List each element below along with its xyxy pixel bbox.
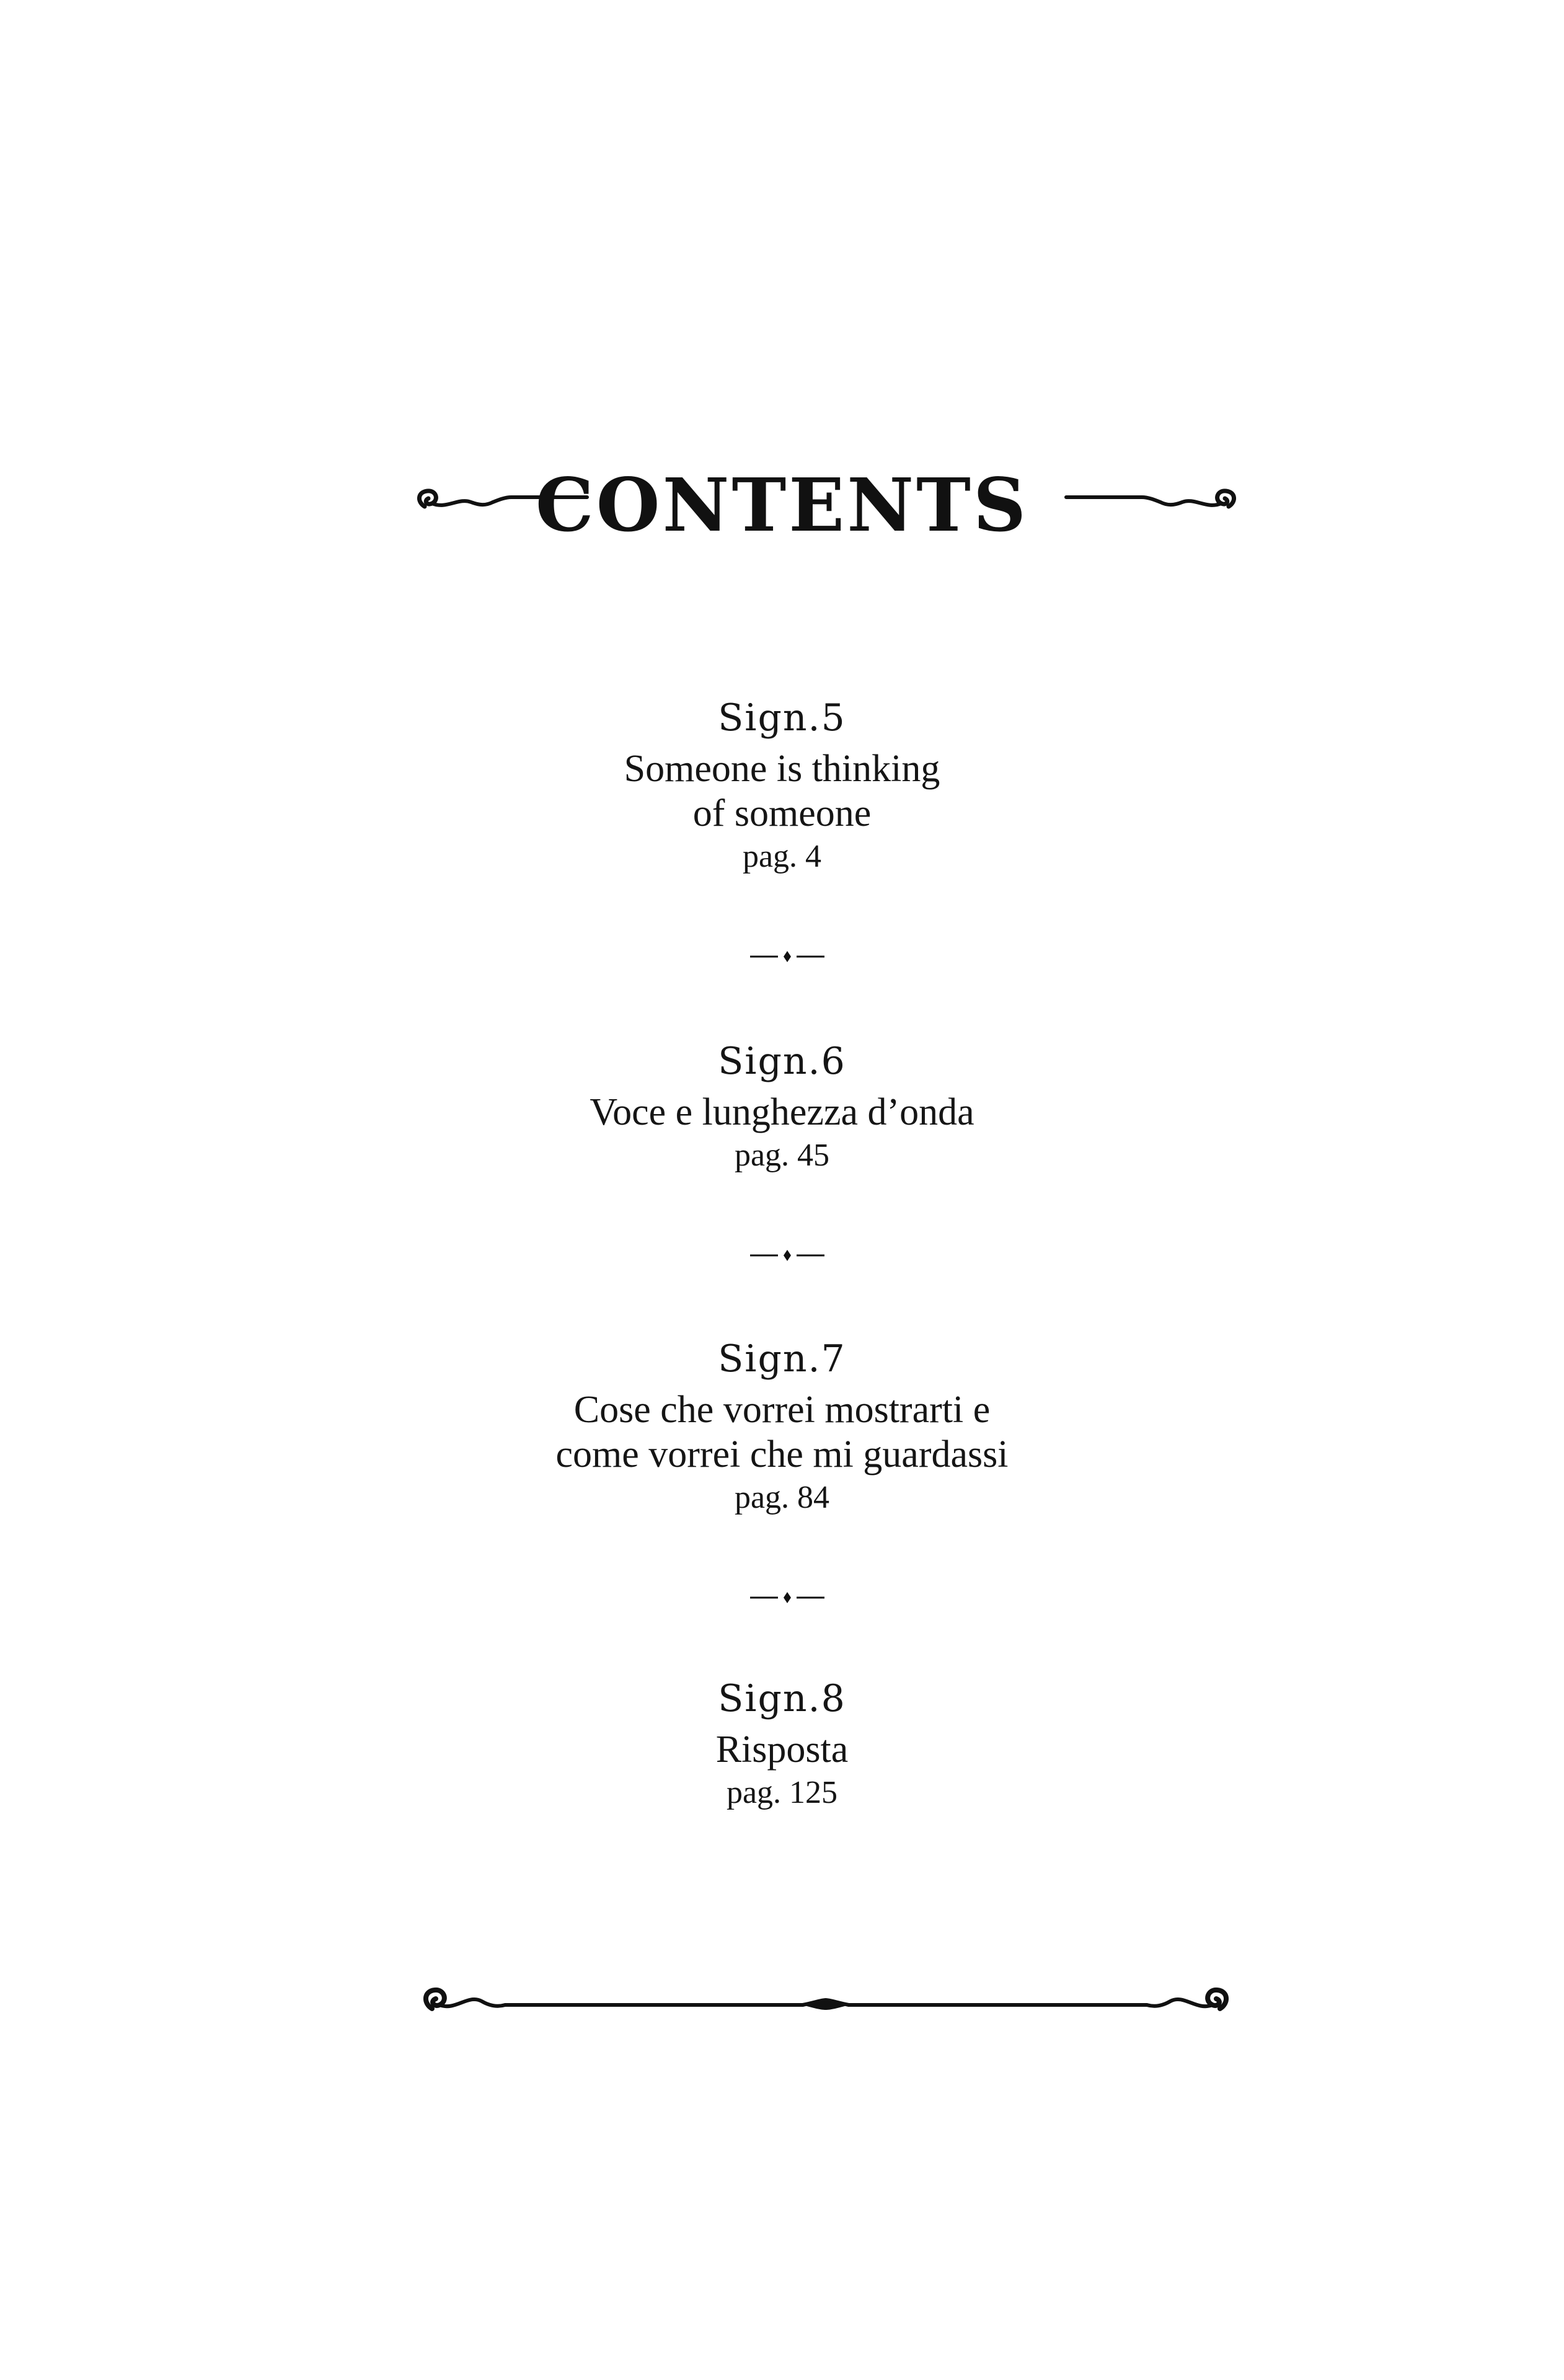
dash-diamond-divider-icon — [750, 947, 824, 966]
chapter-page: pag. 84 — [734, 1480, 830, 1515]
chapter-page: pag. 4 — [742, 839, 822, 874]
dash-diamond-divider-icon — [750, 1588, 824, 1607]
bottom-scroll-rule-icon — [418, 1978, 1234, 2027]
toc-entry — [0, 1674, 1564, 1814]
contents-title: CONTENTS — [535, 462, 1029, 548]
right-scroll-flourish-icon — [1061, 479, 1241, 522]
contents-header — [0, 453, 1564, 558]
chapter-sign: Sign.6 — [718, 1040, 846, 1083]
toc-entry — [0, 1334, 1564, 1519]
toc-entry — [0, 693, 1564, 878]
chapter-sign: Sign.8 — [718, 1677, 846, 1720]
chapter-page: pag. 45 — [734, 1138, 830, 1173]
chapter-title: Cose che vorrei mostrarti e come vorrei che mi guardassi — [555, 1389, 1009, 1475]
chapter-sign: Sign.7 — [718, 1337, 846, 1381]
chapter-title: Voce e lunghezza d’onda — [590, 1091, 974, 1133]
toc-entry — [0, 1037, 1564, 1177]
chapter-sign: Sign.5 — [718, 696, 846, 740]
dash-diamond-divider-icon — [750, 1246, 824, 1265]
chapter-title: Risposta — [715, 1728, 849, 1771]
chapter-title: Someone is thinking of someone — [624, 748, 940, 834]
chapter-page: pag. 125 — [726, 1775, 838, 1810]
